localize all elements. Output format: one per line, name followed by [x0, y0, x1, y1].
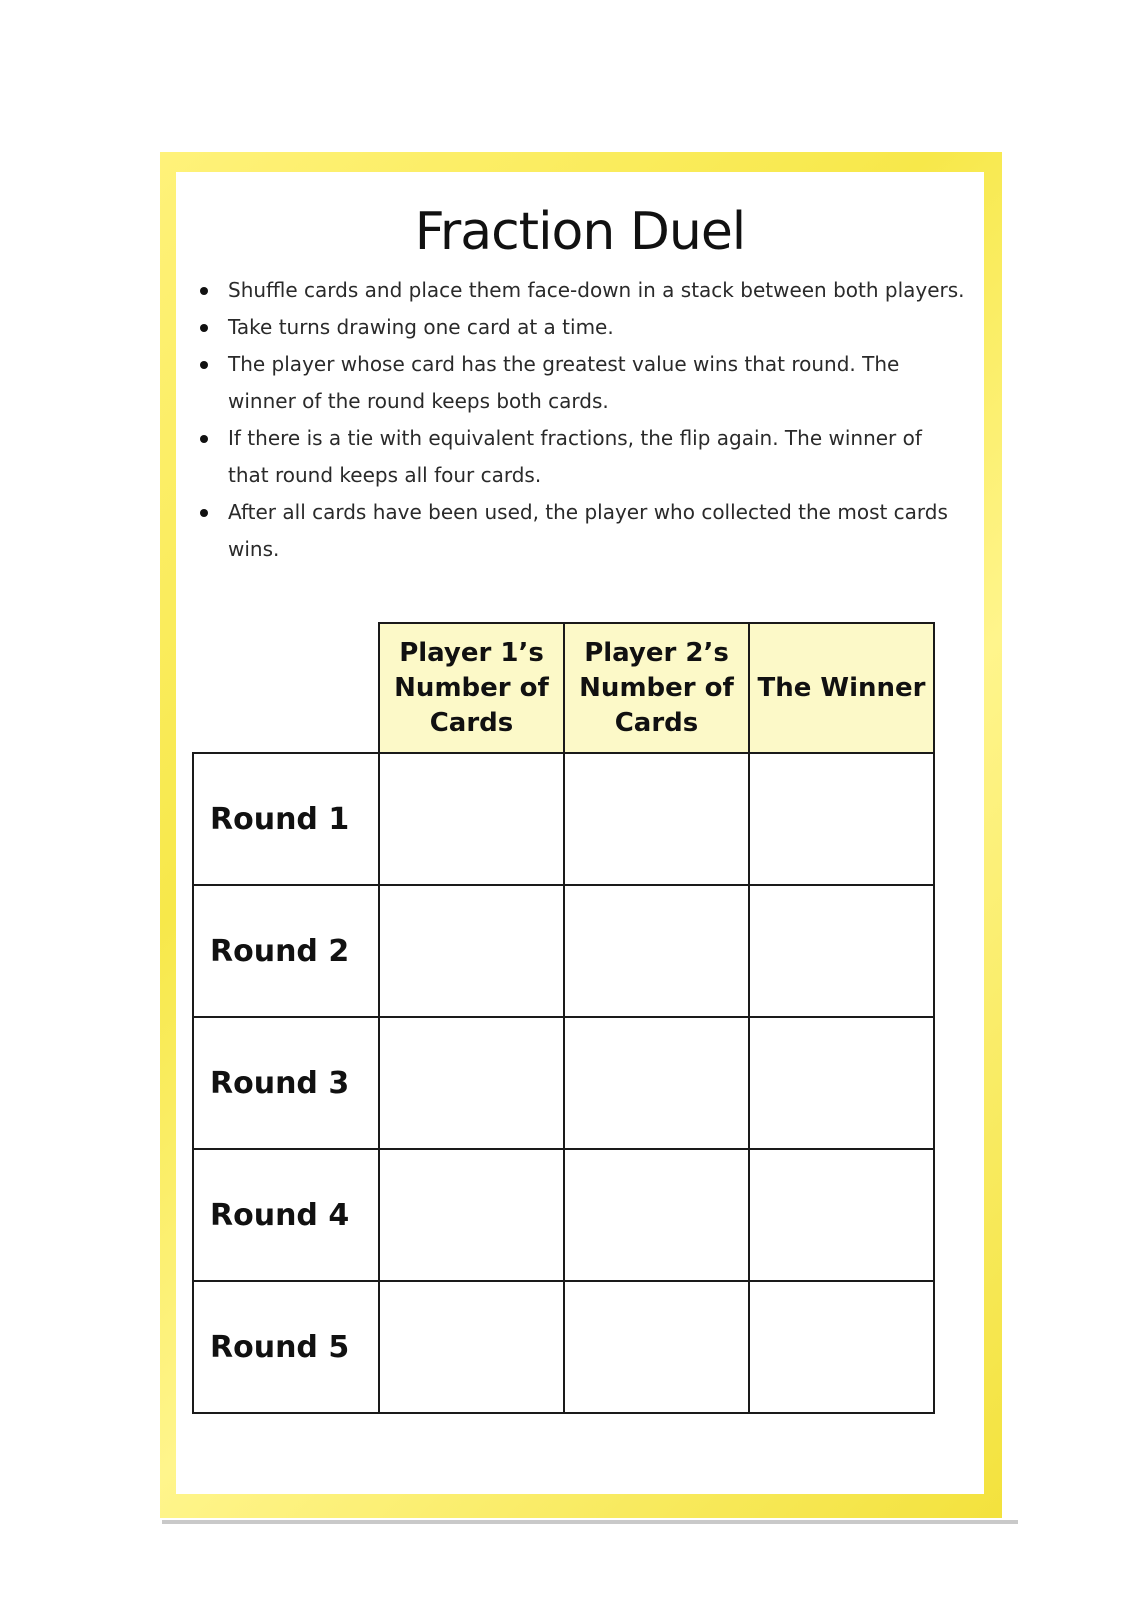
rule-text: The player whose card has the greatest value wins that round. The winner of the round keeps both cards. — [228, 352, 900, 413]
rules-list — [196, 272, 966, 568]
worksheet-frame — [160, 152, 1002, 1518]
bullet-icon — [200, 324, 208, 332]
player2-cards-cell[interactable] — [564, 1017, 749, 1149]
player2-cards-cell[interactable] — [564, 1149, 749, 1281]
player1-cards-cell[interactable] — [379, 1281, 564, 1413]
table-row — [193, 885, 934, 1017]
rule-item — [196, 420, 966, 494]
winner-cell[interactable] — [749, 1281, 934, 1413]
player1-cards-cell[interactable] — [379, 1149, 564, 1281]
winner-cell[interactable] — [749, 1017, 934, 1149]
player1-cards-cell[interactable] — [379, 1017, 564, 1149]
header-winner: The Winner — [749, 623, 934, 753]
player2-cards-cell[interactable] — [564, 753, 749, 885]
winner-cell[interactable] — [749, 1149, 934, 1281]
player2-cards-cell[interactable] — [564, 1281, 749, 1413]
player2-cards-cell[interactable] — [564, 885, 749, 1017]
rule-text: After all cards have been used, the player who collected the most cards wins. — [228, 500, 948, 561]
page-shadow — [162, 1520, 1018, 1524]
bullet-icon — [200, 509, 208, 517]
round-label: Round 5 — [193, 1281, 379, 1413]
rule-text: Shuffle cards and place them face-down in a stack between both players. — [228, 278, 965, 302]
bullet-icon — [200, 361, 208, 369]
winner-cell[interactable] — [749, 885, 934, 1017]
table-row — [193, 1149, 934, 1281]
round-label: Round 2 — [193, 885, 379, 1017]
score-table — [192, 622, 935, 1414]
table-row — [193, 753, 934, 885]
header-player1-cards: Player 1’s Number of Cards — [379, 623, 564, 753]
rule-item — [196, 272, 966, 309]
rule-text: If there is a tie with equivalent fractions, the flip again. The winner of that round keeps all four cards. — [228, 426, 922, 487]
table-row — [193, 1281, 934, 1413]
rule-item — [196, 309, 966, 346]
rule-item — [196, 346, 966, 420]
header-player2-cards: Player 2’s Number of Cards — [564, 623, 749, 753]
round-label: Round 3 — [193, 1017, 379, 1149]
bullet-icon — [200, 287, 208, 295]
player1-cards-cell[interactable] — [379, 885, 564, 1017]
table-header-row — [193, 623, 934, 753]
table-corner-cell — [193, 623, 379, 753]
rule-text: Take turns drawing one card at a time. — [228, 315, 614, 339]
rule-item — [196, 494, 966, 568]
player1-cards-cell[interactable] — [379, 753, 564, 885]
table-row — [193, 1017, 934, 1149]
winner-cell[interactable] — [749, 753, 934, 885]
worksheet-card — [176, 172, 984, 1494]
bullet-icon — [200, 435, 208, 443]
round-label: Round 1 — [193, 753, 379, 885]
page-title: Fraction Duel — [414, 202, 746, 262]
round-label: Round 4 — [193, 1149, 379, 1281]
